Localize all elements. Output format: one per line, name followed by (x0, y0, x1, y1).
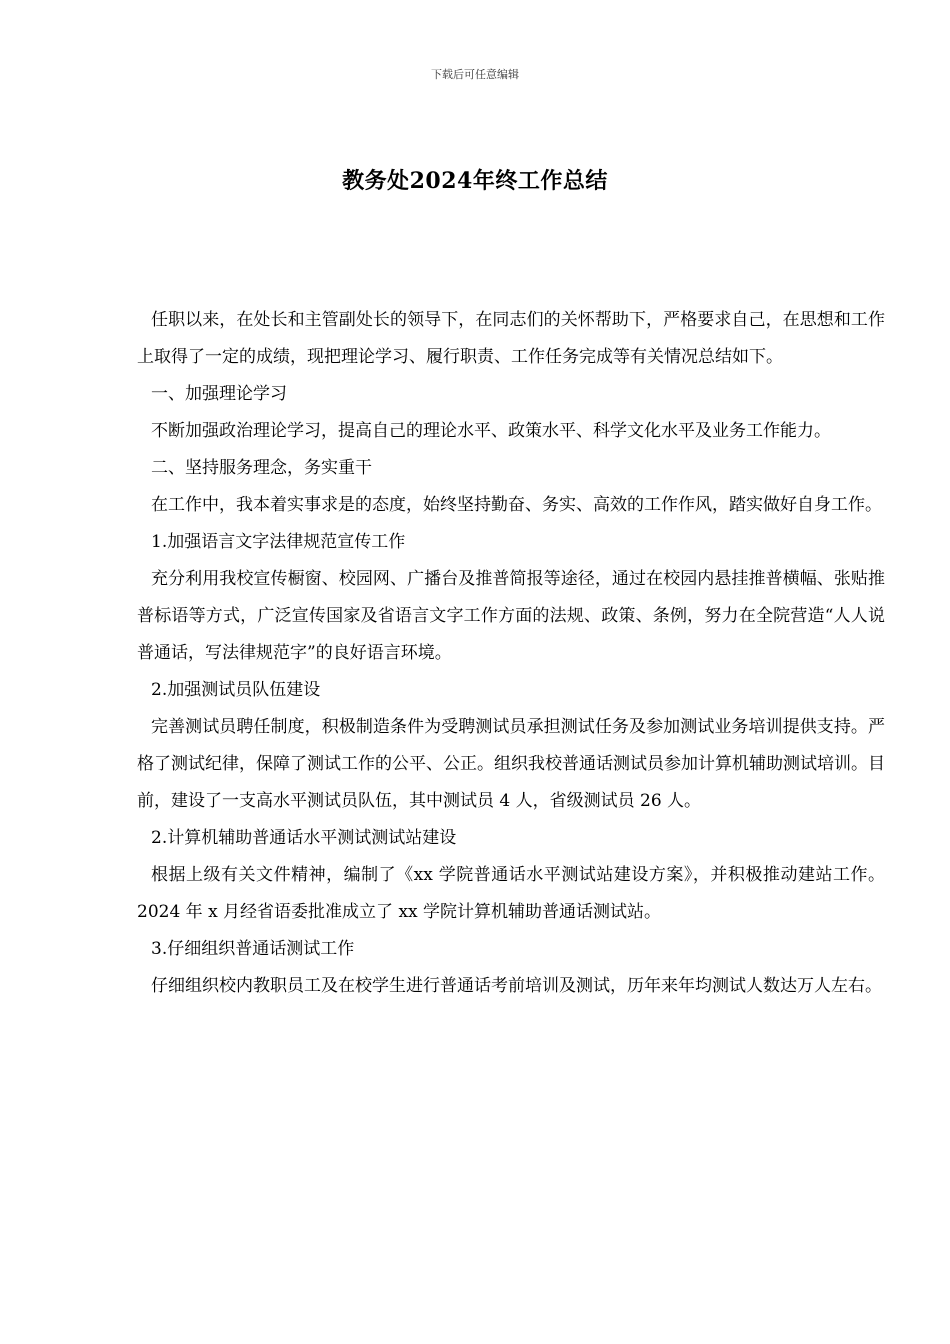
body-paragraph: 任职以来，在处长和主管副处长的领导下，在同志们的关怀帮助下，严格要求自己，在思想和工作上取得了一定的成绩，现把理论学习、履行职责、工作任务完成等有关情况总结如下。 (137, 310, 885, 367)
document-title: 教务处2024年终工作总结 (342, 168, 608, 194)
document-body (137, 302, 885, 1005)
section-heading: 一、加强理论学习 (151, 384, 287, 404)
section-heading: 二、坚持服务理念，务实重干 (151, 458, 372, 478)
subsection-heading: 1.加强语言文字法律规范宣传工作 (151, 532, 406, 552)
body-paragraph: 完善测试员聘任制度，积极制造条件为受聘测试员承担测试任务及参加测试业务培训提供支持。严格了测试纪律，保障了测试工作的公平、公正。组织我校普通话测试员参加计算机辅助测试培训。目前，建设了一支高水平测试员队伍，其中测试员 4 人，省级测试员 26 人。 (137, 717, 885, 811)
body-paragraph: 仔细组织校内教职员工及在校学生进行普通话考前培训及测试，历年来年均测试人数达万人左右。 (151, 976, 882, 996)
body-paragraph: 根据上级有关文件精神，编制了《xx 学院普通话水平测试站建设方案》，并积极推动建站工作。2024 年 x 月经省语委批准成立了 xx 学院计算机辅助普通话测试站。 (137, 865, 885, 922)
subsection-heading: 2.加强测试员队伍建设 (151, 680, 321, 700)
body-paragraph: 不断加强政治理论学习，提高自己的理论水平、政策水平、科学文化水平及业务工作能力。 (151, 421, 831, 441)
subsection-heading: 3.仔细组织普通话测试工作 (151, 939, 355, 959)
body-paragraph: 在工作中，我本着实事求是的态度，始终坚持勤奋、务实、高效的工作作风，踏实做好自身工作。 (151, 495, 882, 515)
subsection-heading: 2.计算机辅助普通话水平测试测试站建设 (151, 828, 457, 848)
body-paragraph: 充分利用我校宣传橱窗、校园网、广播台及推普简报等途径，通过在校园内悬挂推普横幅、张贴推普标语等方式，广泛宣传国家及省语言文字工作方面的法规、政策、条例，努力在全院营造“人人说普通话，写法律规范字”的良好语言环境。 (137, 569, 885, 663)
header-note: 下载后可任意编辑 (431, 68, 519, 81)
